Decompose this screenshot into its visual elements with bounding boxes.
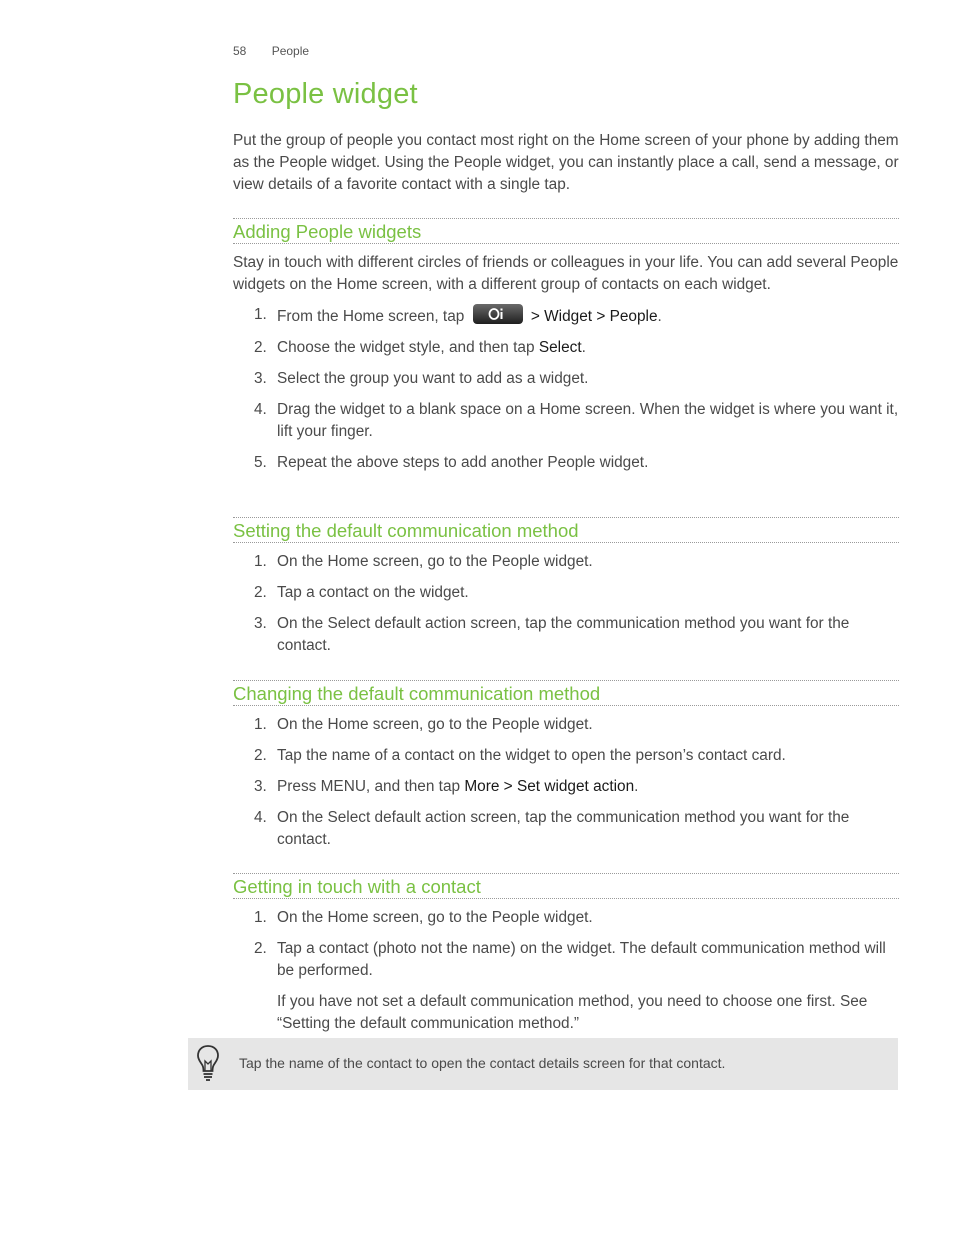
step-item: 2. Tap the name of a contact on the widget to open the person’s contact card. [254, 747, 786, 764]
steps-setting [233, 551, 899, 657]
lightbulb-icon [196, 1044, 220, 1087]
section-title-setting: Setting the default communication method [233, 517, 899, 543]
step-item: 3. Press MENU, and then tap More > Set widget action. [254, 778, 639, 795]
steps-getting [233, 907, 899, 1035]
section-body-adding: Stay in touch with different circles of friends or colleagues in your life. You can add several People widgets on the Home screen, with a different group of contacts on each widget. [233, 254, 899, 293]
section-getting [233, 873, 899, 1044]
step-item: 2. Choose the widget style, and then tap Select. [254, 339, 586, 356]
step-item: 1. On the Home screen, go to the People widget. [254, 716, 593, 733]
step-item: 4. Drag the widget to a blank space on a Home screen. When the widget is where you want it, lift your finger. [254, 401, 899, 440]
all-apps-button-icon [473, 304, 523, 324]
section-title-changing: Changing the default communication method [233, 680, 899, 706]
step-item: 1. On the Home screen, go to the People widget. [254, 909, 593, 926]
steps-changing [233, 714, 899, 851]
page-title: People widget [233, 78, 418, 110]
tip-text: Tap the name of the contact to open the contact details screen for that contact. [239, 1055, 726, 1071]
running-header [233, 44, 309, 58]
step-item: 1. From the Home screen, tap > Widget > People. [254, 306, 662, 325]
section-title-adding: Adding People widgets [233, 218, 899, 244]
step-note: If you have not set a default communication method, you need to choose one first. See “Setting the default communication method.” [277, 993, 868, 1032]
step-item: 5. Repeat the above steps to add another People widget. [254, 454, 649, 471]
step-item: 4. On the Select default action screen, tap the communication method you want for the contact. [254, 809, 850, 848]
section-adding [233, 218, 899, 483]
section-changing [233, 680, 899, 860]
step-item: 3. On the Select default action screen, tap the communication method you want for the contact. [254, 615, 850, 654]
section-title-getting: Getting in touch with a contact [233, 873, 899, 899]
intro-paragraph: Put the group of people you contact most right on the Home screen of your phone by adding them as the People widget. Using the People widget, you can instantly place a call, send a message, or view details of a favorite contact with a single tap. [233, 132, 899, 193]
step-item: 2. Tap a contact on the widget. [254, 584, 469, 601]
step-item: 2. Tap a contact (photo not the name) on the widget. The default communication method will be performed. If you have not set a default communication method, you need to choose one first. See “Setting the default communication method.” [233, 938, 899, 1035]
page-number: 58 [233, 44, 247, 58]
step-item: 3. Select the group you want to add as a widget. [254, 370, 589, 387]
step-item: 1. On the Home screen, go to the People widget. [254, 553, 593, 570]
chapter-name: People [271, 44, 310, 58]
section-setting [233, 517, 899, 666]
tip-box [188, 1038, 898, 1090]
steps-adding [233, 304, 899, 474]
